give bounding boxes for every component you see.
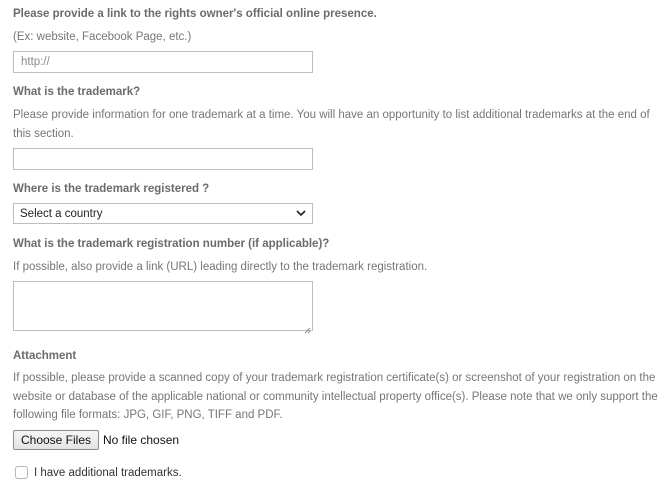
country-select-value: Select a country [20, 207, 103, 220]
registered-where-label: Where is the trademark registered ? [13, 183, 210, 195]
chevron-down-icon [296, 210, 306, 217]
additional-trademarks-checkbox[interactable] [15, 466, 28, 479]
trademark-input[interactable] [13, 148, 313, 170]
file-status: No file chosen [103, 433, 180, 447]
attachment-help: If possible, please provide a scanned copy of your trademark registration certificate(s) or screenshot of your registration on the website or database of the applicable national or community intellectual property office(s). Please note that we only support the following file formats: JPG, GIF, PNG, TIFF and PDF. [13, 372, 658, 421]
rights-owner-url-input[interactable] [13, 51, 313, 73]
registration-number-textarea[interactable] [13, 281, 313, 331]
rights-owner-help: (Ex: website, Facebook Page, etc.) [13, 31, 192, 43]
resize-grip-icon[interactable] [303, 321, 311, 329]
choose-files-button[interactable]: Choose Files [13, 430, 99, 450]
rights-owner-label: Please provide a link to the rights owner's official online presence. [13, 8, 377, 20]
country-select[interactable] [13, 203, 313, 224]
trademark-help: Please provide information for one trademark at a time. You will have an opportunity to list additional trademarks at the end of this section. [13, 109, 650, 140]
registration-number-label: What is the trademark registration number (if applicable)? [13, 238, 330, 250]
attachment-label: Attachment [13, 350, 77, 362]
additional-trademarks-label[interactable]: I have additional trademarks. [34, 467, 182, 479]
trademark-label: What is the trademark? [13, 86, 141, 98]
registration-number-help: If possible, also provide a link (URL) leading directly to the trademark registration. [13, 261, 428, 273]
